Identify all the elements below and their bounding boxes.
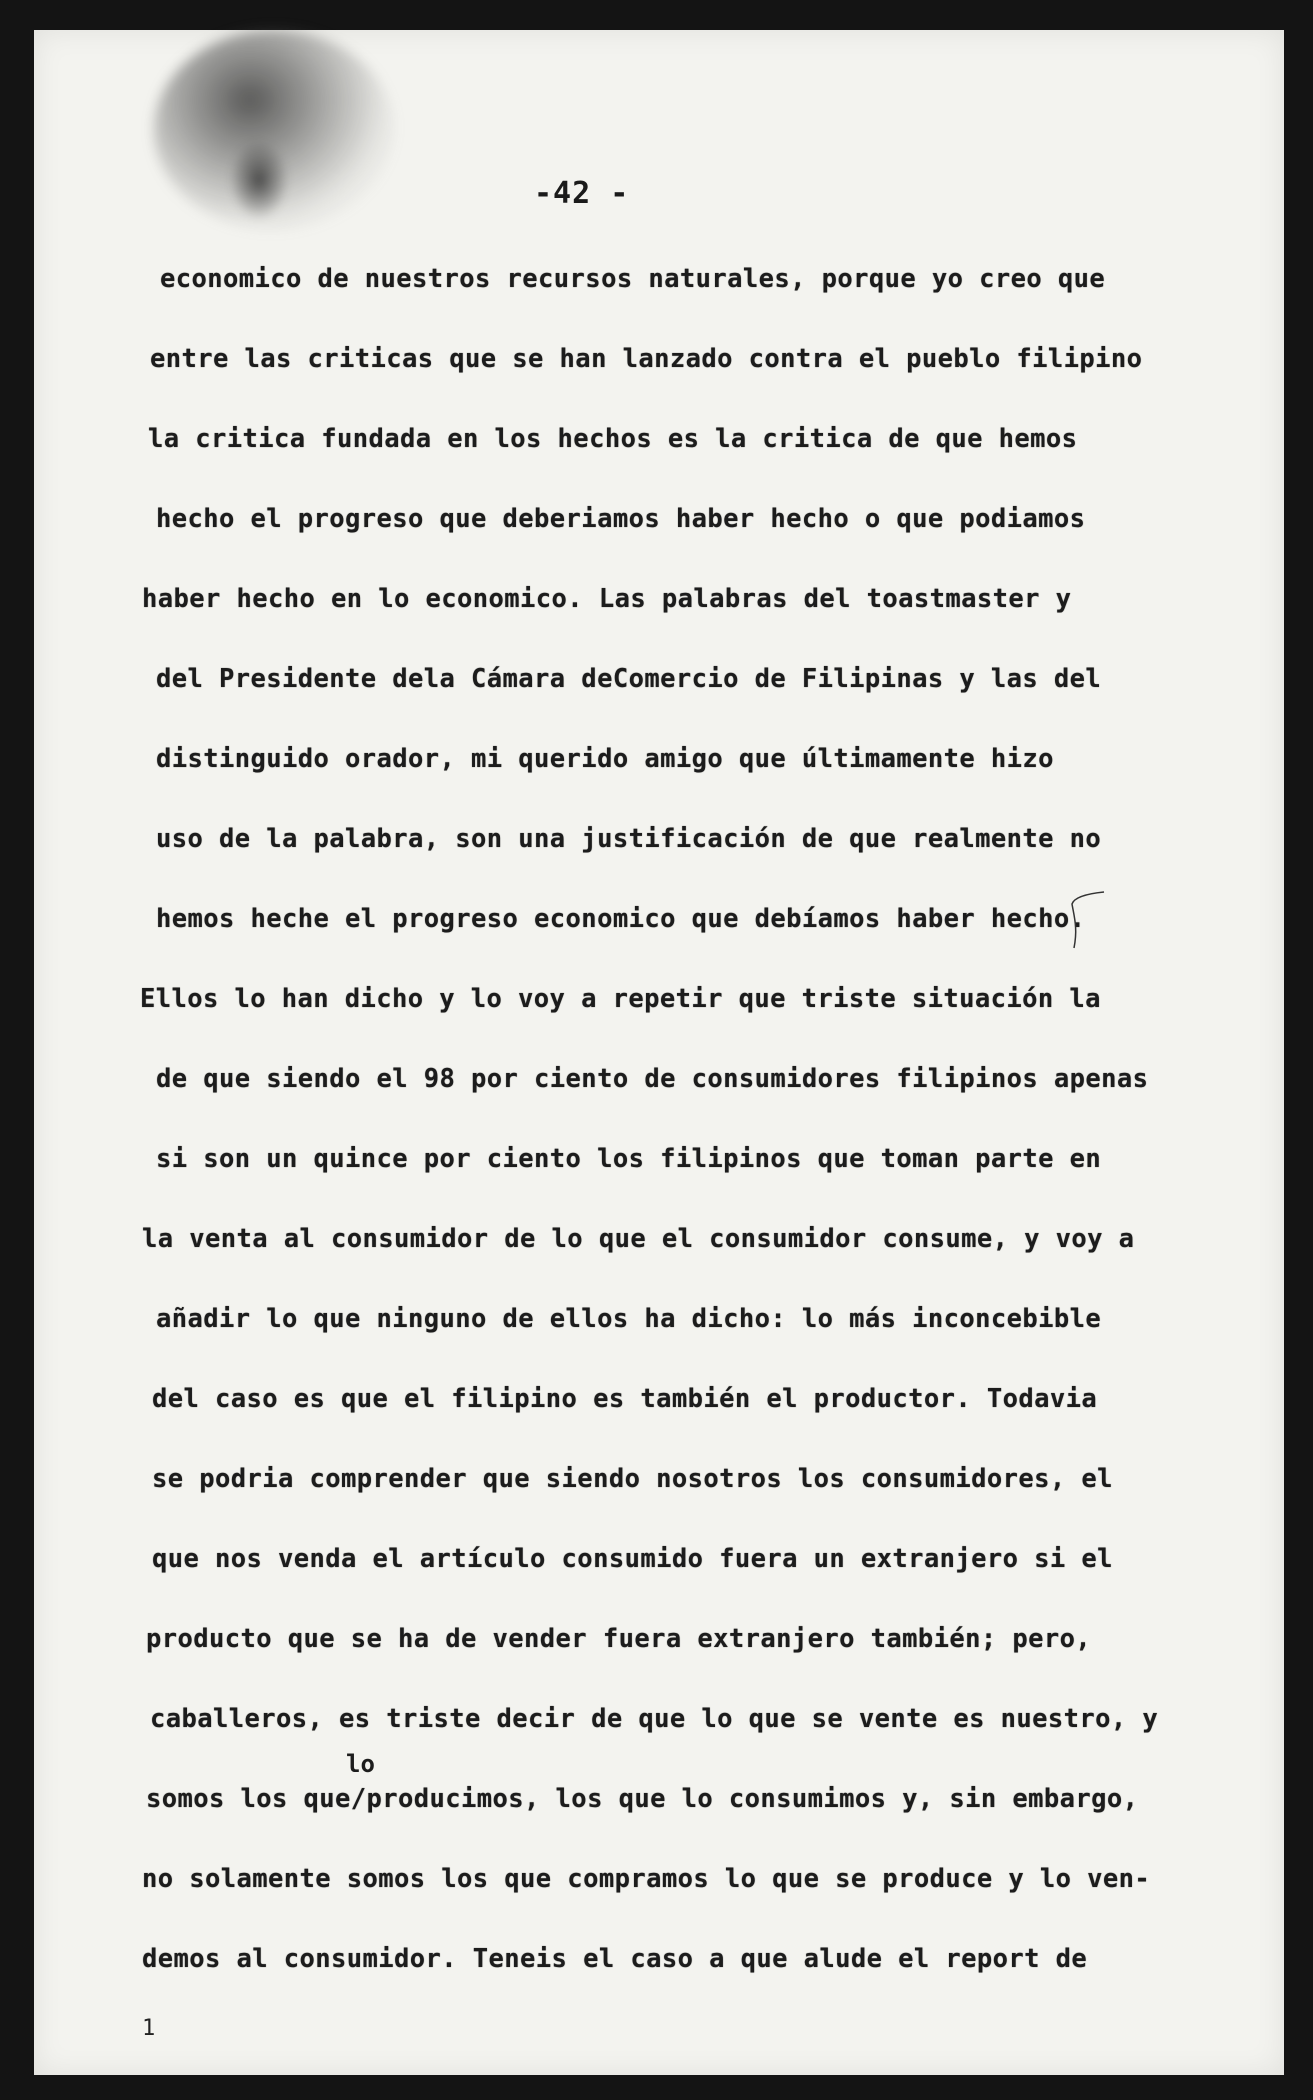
text-line: caballeros, es triste decir de que lo que se vente es nuestro, y: [150, 1704, 1159, 1734]
text-line: la critica fundada en los hechos es la critica de que hemos: [148, 424, 1078, 454]
text-line: uso de la palabra, son una justificación de que realmente no: [156, 824, 1102, 854]
text-line: distinguido orador, mi querido amigo que últimamente hizo: [156, 744, 1054, 774]
page-number: -42 -: [534, 176, 630, 211]
document-page: [34, 30, 1284, 2075]
handwritten-insertion: lo: [346, 1750, 375, 1778]
text-line: demos al consumidor. Teneis el caso a que alude el report de: [142, 1944, 1088, 1974]
ink-smudge-small: [229, 140, 289, 220]
text-line: que nos venda el artículo consumido fuera un extranjero si el: [152, 1544, 1113, 1574]
text-line: hemos heche el progreso economico que debíamos haber hecho.: [156, 904, 1086, 934]
text-line: añadir lo que ninguno de ellos ha dicho: lo más inconcebible: [156, 1304, 1102, 1334]
text-line: la venta al consumidor de lo que el consumidor consume, y voy a: [142, 1224, 1135, 1254]
text-line: si son un quince por ciento los filipinos que toman parte en: [156, 1144, 1102, 1174]
text-line: hecho el progreso que deberiamos haber hecho o que podiamos: [156, 504, 1086, 534]
text-line: de que siendo el 98 por ciento de consumidores filipinos apenas: [156, 1064, 1149, 1094]
text-line: del caso es que el filipino es también el productor. Todavia: [152, 1384, 1098, 1414]
margin-mark-icon: [1064, 888, 1114, 958]
text-line: se podria comprender que siendo nosotros los consumidores, el: [152, 1464, 1113, 1494]
text-line: producto que se ha de vender fuera extranjero también; pero,: [146, 1624, 1092, 1654]
text-line: no solamente somos los que compramos lo que se produce y lo ven-: [142, 1864, 1151, 1894]
text-line: somos los que/producimos, los que lo consumimos y, sin embargo,: [146, 1784, 1139, 1814]
corner-mark: 1: [142, 2016, 156, 2041]
text-line: Ellos lo han dicho y lo voy a repetir que triste situación la: [140, 984, 1101, 1014]
text-line: del Presidente dela Cámara deComercio de Filipinas y las del: [156, 664, 1102, 694]
text-line: economico de nuestros recursos naturales, porque yo creo que: [160, 264, 1106, 294]
text-line: entre las criticas que se han lanzado contra el pueblo filipino: [150, 344, 1143, 374]
text-line: haber hecho en lo economico. Las palabras del toastmaster y: [142, 584, 1072, 614]
